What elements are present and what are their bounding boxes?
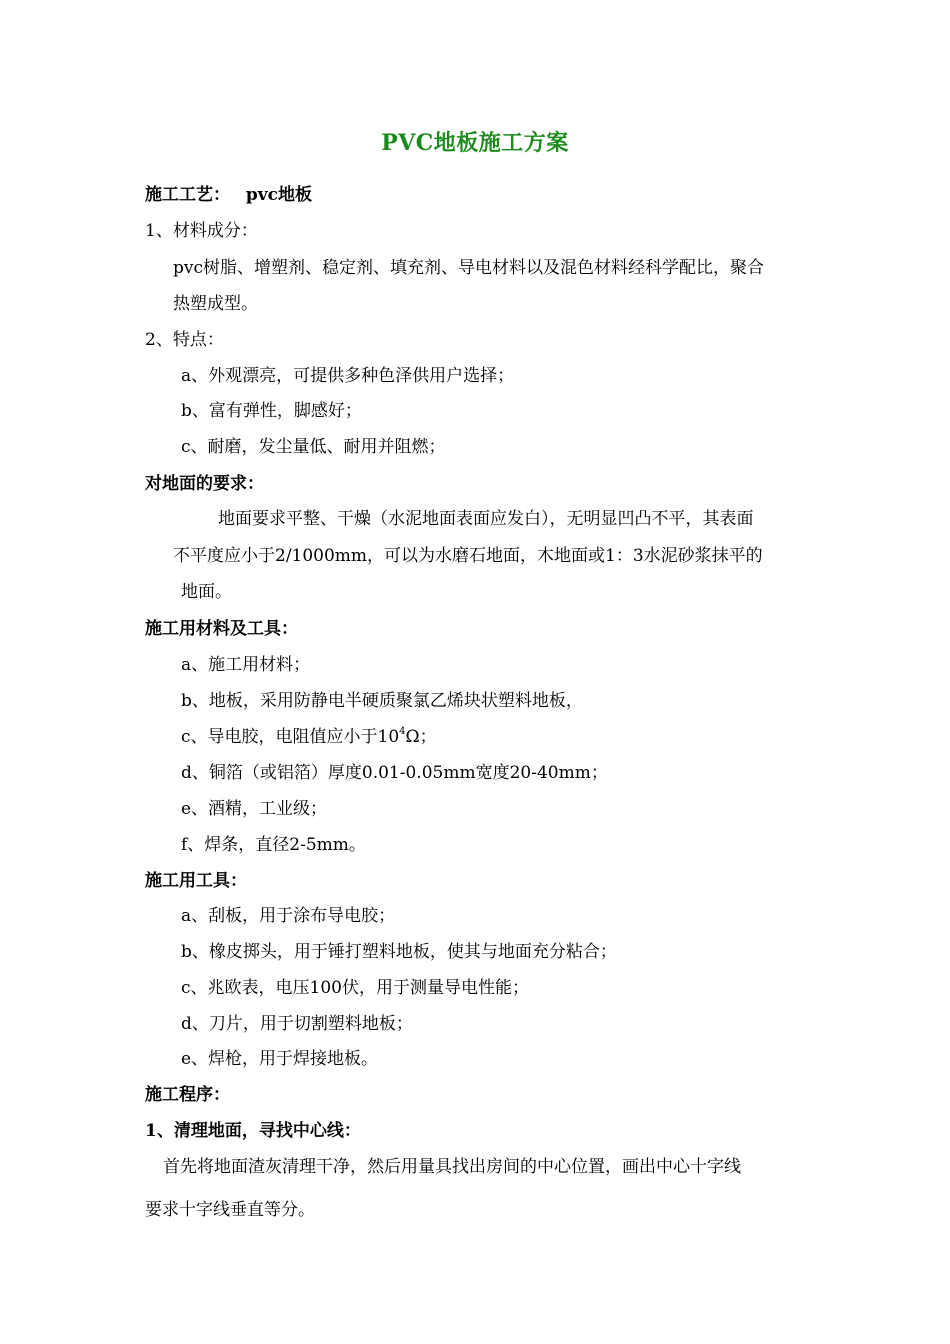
step1-heading: 1、清理地面，寻找中心线： <box>145 1121 361 1141</box>
materials-heading <box>145 220 258 242</box>
procedure-heading: 施工程序： <box>145 1085 230 1105</box>
floor-req-line3: 地面。 <box>181 582 232 602</box>
craft-line <box>145 184 312 206</box>
floor-req-line1: 地面要求平整、干燥（水泥地面表面应发白），无明显凹凸不平，其表面 <box>218 509 754 529</box>
materials-text-line2: 热塑成型。 <box>173 294 258 314</box>
materials-heading-text: 1、材料成分： <box>145 221 258 241</box>
feature-item: c、耐磨，发尘量低、耐用并阻燃； <box>181 437 446 457</box>
material-item-f: f、焊条，直径2-5mm。 <box>181 835 366 855</box>
material-item-c-unit: Ω； <box>405 727 437 747</box>
craft-value: pvc地板 <box>245 185 313 205</box>
material-item-c-text: c、导电胶，电阻值应小于10 <box>181 727 400 747</box>
feature-item: b、富有弹性，脚感好； <box>181 401 362 421</box>
material-item-b: b、地板，采用防静电半硬质聚氯乙烯块状塑料地板， <box>181 691 583 711</box>
feature-item: a、外观漂亮，可提供多种色泽供用户选择； <box>181 366 515 386</box>
features-heading: 2、特点： <box>145 330 224 350</box>
tool-item: a、刮板，用于涂布导电胶； <box>181 906 396 926</box>
step1-line1: 首先将地面渣灰清理干净，然后用量具找出房间的中心位置，画出中心十字线 <box>163 1157 741 1177</box>
materials-tools-heading: 施工用材料及工具： <box>145 619 298 639</box>
exponent-superscript: 4 <box>399 726 406 737</box>
tool-item: b、橡皮掷头，用于锤打塑料地板，使其与地面充分粘合； <box>181 942 617 962</box>
tool-item: d、刀片，用于切割塑料地板； <box>181 1014 413 1034</box>
tools-heading: 施工用工具： <box>145 871 247 891</box>
tool-item: c、兆欧表，电压100伏，用于测量导电性能； <box>181 978 529 998</box>
craft-label: 施工工艺： <box>145 185 230 205</box>
materials-text-line1: pvc树脂、增塑剂、稳定剂、填充剂、导电材料以及混色材料经科学配比，聚合 <box>173 258 765 278</box>
floor-req-heading: 对地面的要求： <box>145 474 264 494</box>
material-item-c <box>181 726 437 748</box>
material-item-e: e、酒精，工业级； <box>181 799 328 819</box>
document-title: PVC地板施工方案 <box>381 130 569 156</box>
tool-item: e、焊枪，用于焊接地板。 <box>181 1049 379 1069</box>
floor-req-line2: 不平度应小于2/1000mm，可以为水磨石地面，木地面或1：3水泥砂浆抹平的 <box>173 546 763 566</box>
step1-line2: 要求十字线垂直等分。 <box>145 1200 315 1220</box>
material-item-a: a、施工用材料； <box>181 655 311 675</box>
material-item-d: d、铜箔（或铝箔）厚度0.01-0.05mm宽度20-40mm； <box>181 763 608 783</box>
